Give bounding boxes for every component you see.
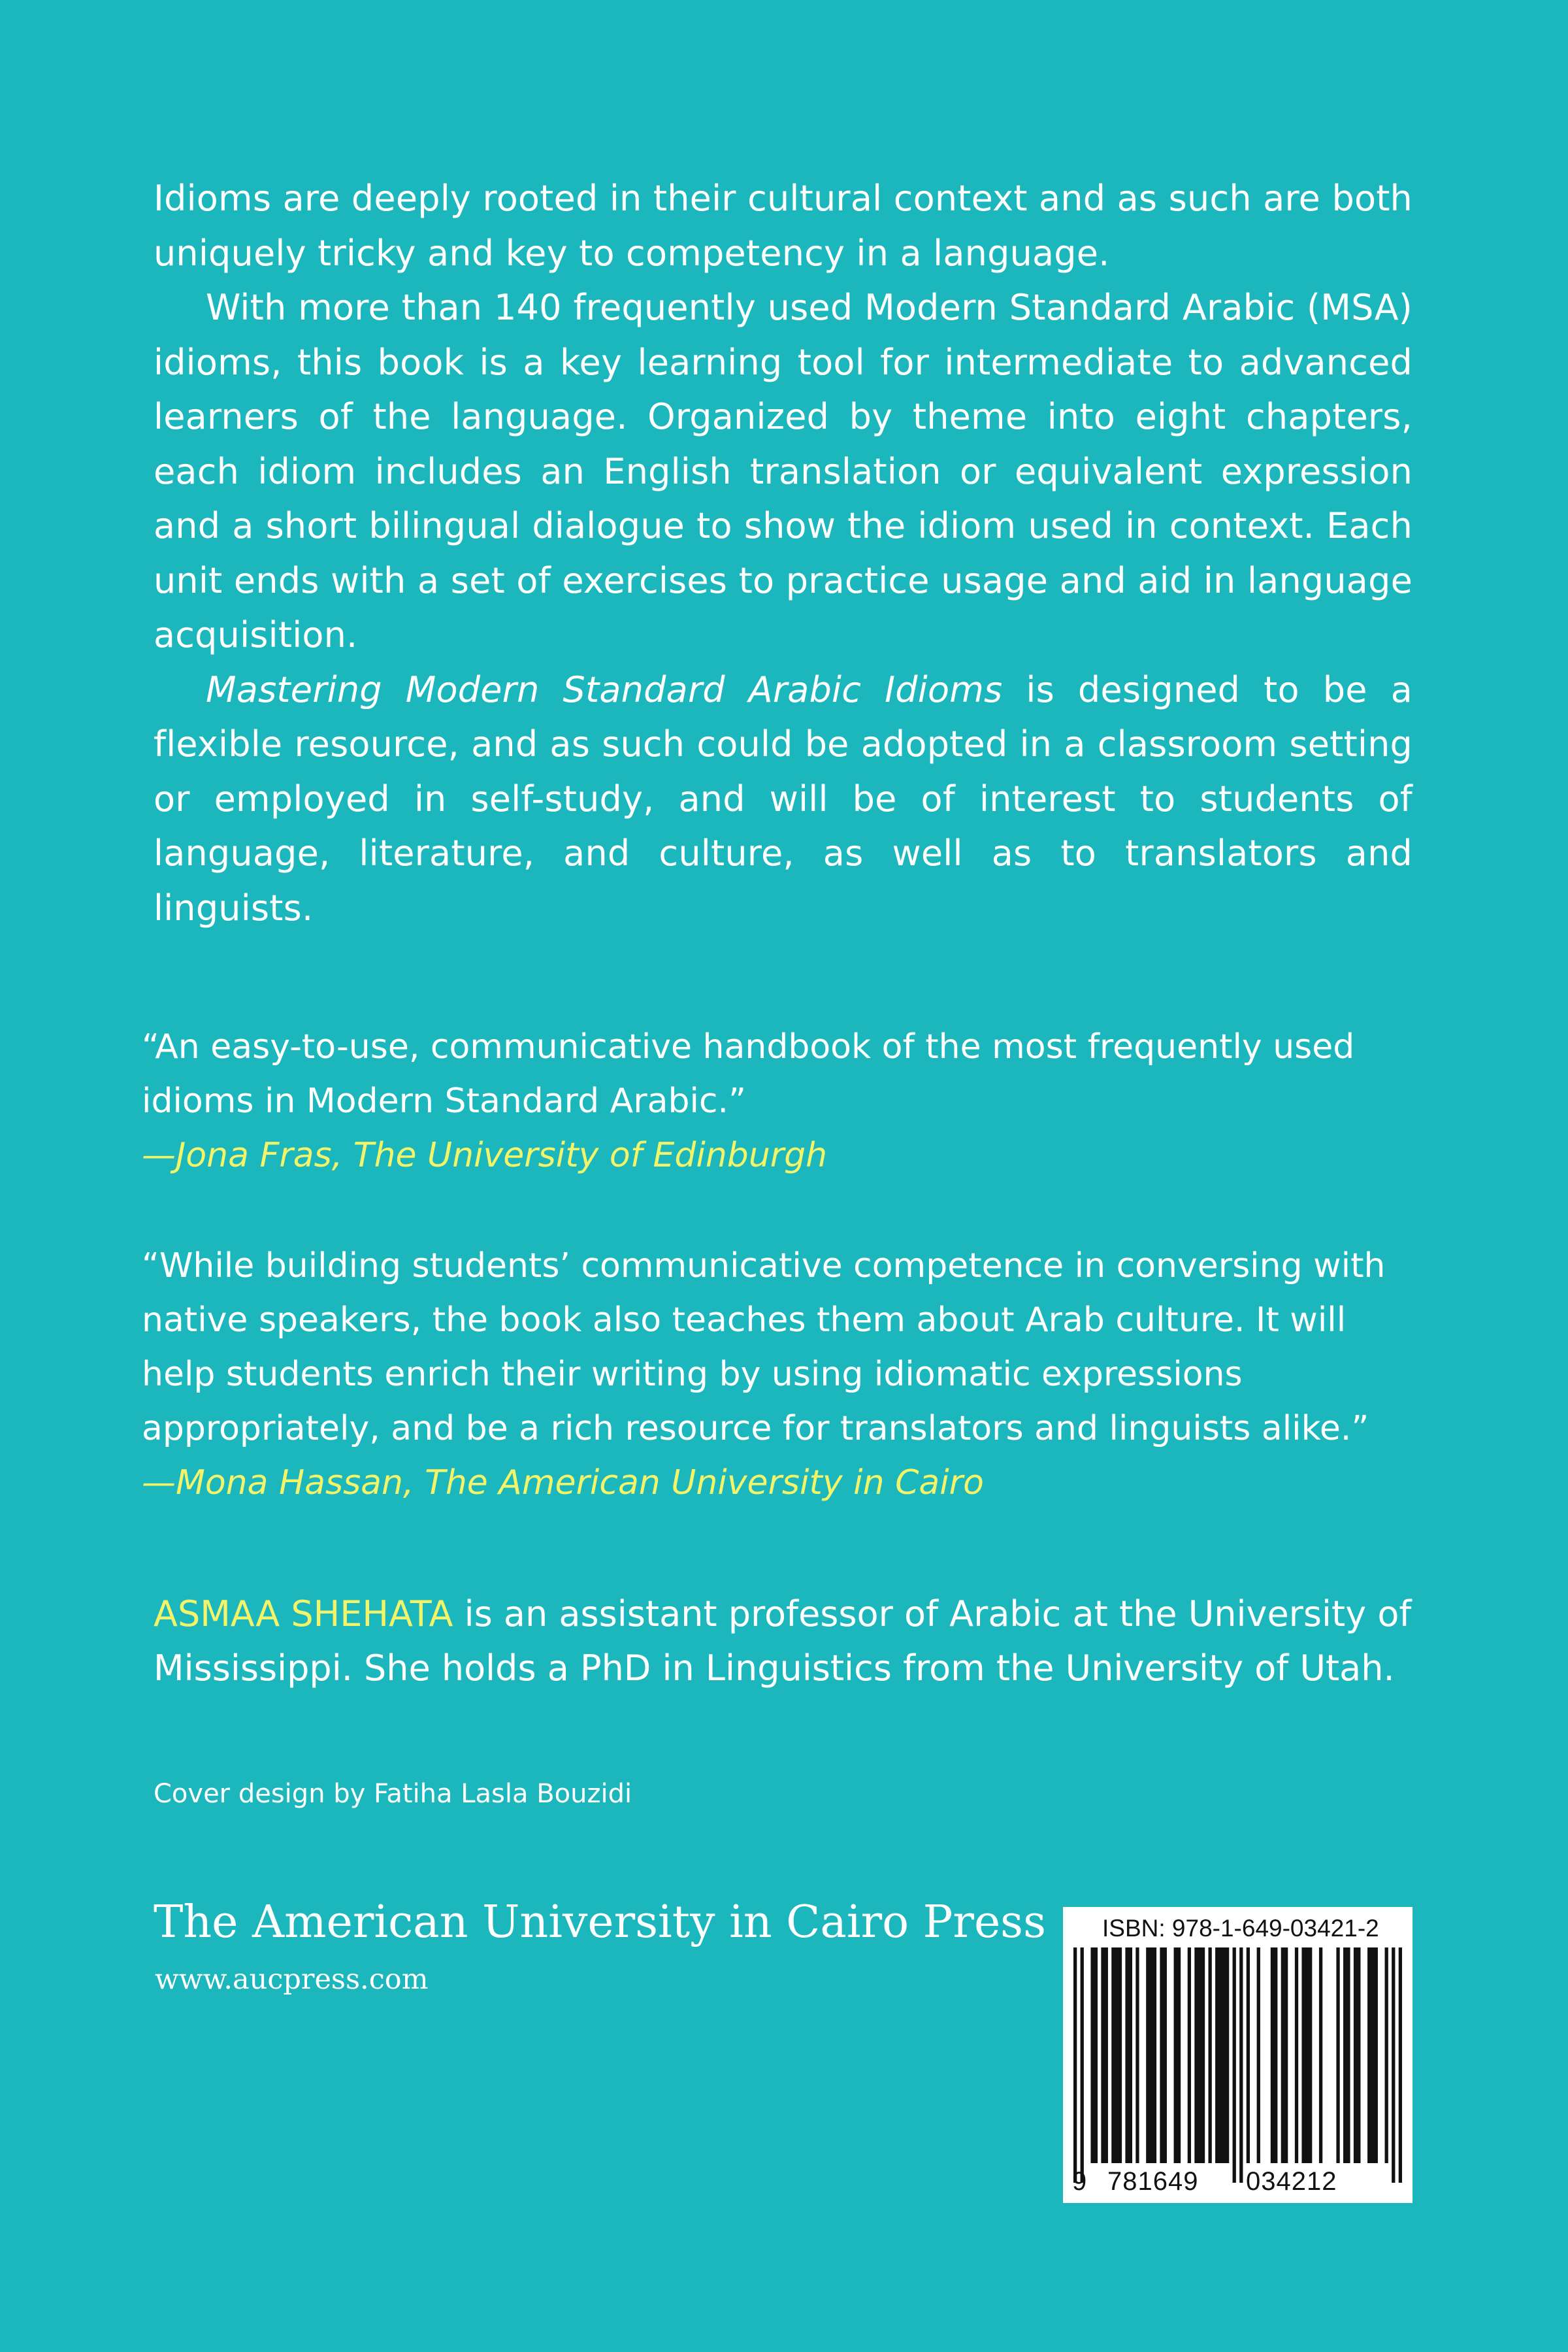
barcode-guard-bar — [1392, 1947, 1395, 2183]
barcode-guard-bar — [1233, 1947, 1236, 2183]
barcode-digits-left: 781649 — [1107, 2167, 1199, 2196]
book-title-italic: Mastering Modern Standard Arabic Idioms — [206, 669, 1003, 710]
description-paragraph-3 — [154, 663, 1413, 936]
barcode-guard-bar — [1239, 1947, 1243, 2183]
barcode-bar — [1271, 1947, 1278, 2163]
barcode-digits-right: 034212 — [1246, 2167, 1337, 2196]
isbn-label: ISBN: 978-1-649-03421-2 — [1102, 1915, 1379, 1942]
barcode-bar — [1336, 1947, 1339, 2163]
barcode-bar — [1257, 1947, 1260, 2163]
barcode-bar — [1111, 1947, 1122, 2163]
quote-text: “While building students’ communicative competence in conversing with native speakers, the book also teaches them about Arab culture. It will help students enrich their writing by using idiomatic expressions appropriately, and be a rich resource for translators and linguists alike.” — [142, 1246, 1386, 1448]
author-bio — [154, 1587, 1413, 1695]
barcode-bar — [1146, 1947, 1156, 2163]
barcode-guard-bar — [1399, 1947, 1402, 2183]
barcode-bar — [1301, 1947, 1312, 2163]
author-bio-text: is an assistant professor of Arabic at the University of Mississippi. She holds a PhD in Linguistics from the University of Utah. — [154, 1593, 1412, 1689]
barcode-bar — [1343, 1947, 1350, 2163]
barcode-bar — [1090, 1947, 1098, 2163]
isbn-barcode — [1063, 1907, 1413, 2203]
barcode-digits — [1063, 2165, 1413, 2198]
barcode-bar — [1385, 1947, 1388, 2163]
barcode-bar — [1101, 1947, 1108, 2163]
barcode-bar — [1281, 1947, 1288, 2163]
barcode-bars — [1063, 1907, 1413, 2203]
barcode-guard-bar — [1081, 1947, 1084, 2183]
quote-attribution: —Jona Fras, The University of Edinburgh — [142, 1136, 828, 1175]
barcode-bar — [1160, 1947, 1167, 2163]
barcode-bar — [1125, 1947, 1132, 2163]
barcode-guard-bar — [1073, 1947, 1077, 2183]
barcode-bar — [1367, 1947, 1378, 2163]
barcode-bar — [1174, 1947, 1181, 2163]
barcode-bar — [1135, 1947, 1139, 2163]
barcode-digit-first: 9 — [1072, 2167, 1088, 2196]
description-paragraph-3-text: is designed to be a flexible resource, and as such could be adopted in a classroom setting or employed in self-study, and will be of interest to students of language, literature, and culture, as well as to translators and linguists. — [154, 669, 1413, 929]
barcode-bar — [1295, 1947, 1298, 2163]
publisher-url: www.aucpress.com — [155, 1963, 429, 1996]
author-name: ASMAA SHEHATA — [154, 1593, 453, 1634]
quote-attribution: —Mona Hassan, The American University in Cairo — [142, 1463, 984, 1502]
barcode-bar — [1319, 1947, 1322, 2163]
endorsement-quote-2 — [142, 1239, 1406, 1510]
quote-text: “An easy-to-use, communicative handbook of the most frequently used idioms in Modern Standard Arabic.” — [142, 1027, 1355, 1121]
barcode-bar — [1208, 1947, 1211, 2163]
cover-design-credit: Cover design by Fatiha Lasla Bouzidi — [154, 1779, 632, 1809]
barcode-bar — [1354, 1947, 1361, 2163]
barcode-bar — [1247, 1947, 1250, 2163]
barcode-bar — [1188, 1947, 1191, 2163]
description-paragraph-1: Idioms are deeply rooted in their cultural context and as such are both uniquely tricky and key to competency in a language. — [154, 178, 1413, 274]
publisher-name: The American University in Cairo Press — [154, 1897, 1046, 1948]
endorsement-quote-1 — [142, 1020, 1406, 1183]
book-description — [154, 171, 1413, 935]
barcode-bar — [1215, 1947, 1229, 2163]
barcode-bar — [1194, 1947, 1205, 2163]
description-paragraph-2: With more than 140 frequently used Modern Standard Arabic (MSA) idioms, this book is a key learning tool for intermediate to advanced learners of the language. Organized by theme into eight chapters, each idiom includes an English translation or equivalent expression and a short bilingual dialogue to show the idiom used in context. Each unit ends with a set of exercises to practice usage and aid in language acquisition. — [154, 287, 1413, 655]
